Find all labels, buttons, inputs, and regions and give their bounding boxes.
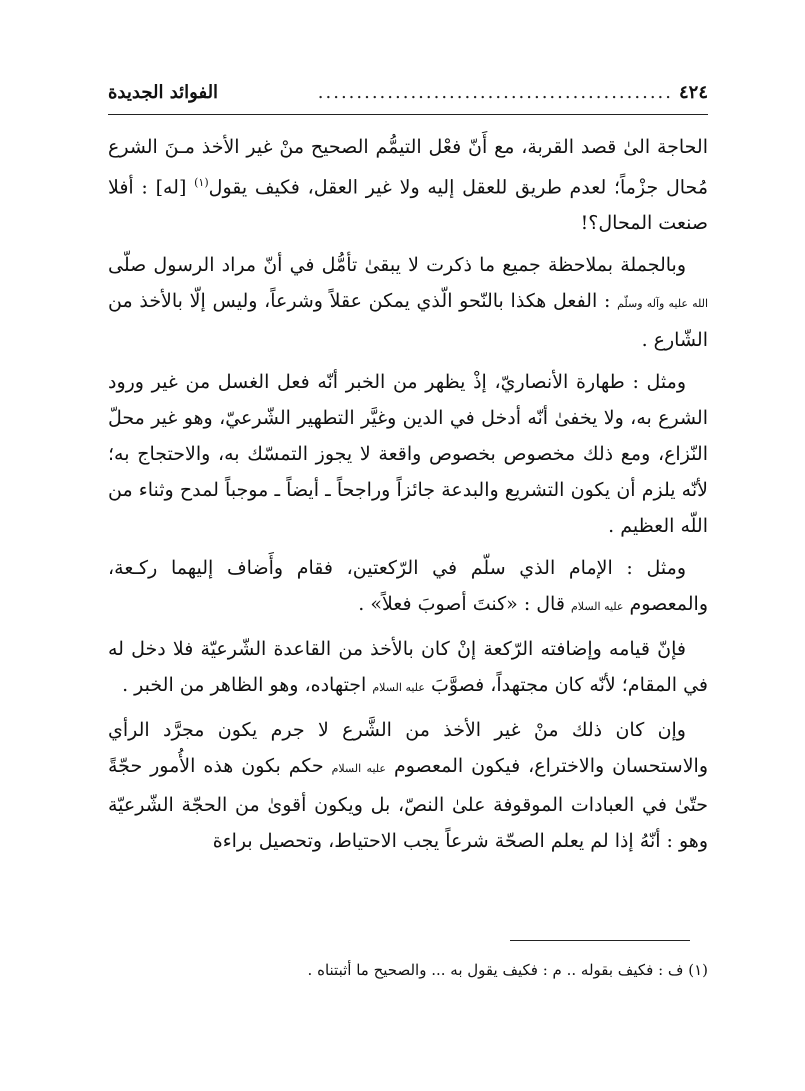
body-text	[108, 129, 708, 859]
paragraph-4	[108, 550, 708, 625]
honorific: عليه السلام	[570, 600, 624, 614]
honorific: عليه السلام	[372, 681, 425, 695]
paragraph-text: وإن كان ذلك منْ غير الأخذ من الشَّرع لا جرم يكون مجرَّد الرأي والاستحسان والاختراع، فيكون المعصوم	[108, 719, 709, 778]
footnote: (١) ف : فكيف بقوله .. م : فكيف يقول به ... والصحيح ما أثبتناه .	[307, 961, 708, 979]
paragraph-tail: [له] : أفلا صنعت المحال؟!	[108, 176, 708, 235]
paragraph-6	[108, 712, 708, 859]
page-number: ٤٢٤	[678, 82, 708, 103]
honorific: عليه السلام	[331, 762, 386, 776]
footnote-divider	[510, 940, 690, 941]
footnote-marker: (١)	[194, 176, 209, 189]
paragraph-tail: قال : «كنتَ أصوبَ فعلاً» .	[358, 593, 571, 616]
paragraph-2	[108, 247, 708, 358]
paragraph-1	[108, 129, 708, 241]
book-title: الفوائد الجديدة	[108, 82, 219, 103]
paragraph-text: وبالجملة بملاحظة جميع ما ذكرت لا يبقىٰ تأمُّل في أنّ مراد الرسول صلّى	[108, 254, 686, 277]
paragraph-tail: : الفعل هكذا بالنّحو الّذي يمكن عقلاً وشرعاً، وليس إلّا بالأخذ من الشّارع .	[108, 290, 708, 352]
paragraph-tail: اجتهاده، وهو الظاهر من الخبر .	[122, 674, 373, 697]
dot-leader: ..............................................	[317, 82, 673, 103]
page	[108, 82, 708, 865]
running-header	[108, 82, 708, 115]
paragraph-text: الحاجة الىٰ قصد القربة، مع أَنّ فعْل التيمُّم الصحيح منْ غير الأخذ مـنَ الشرع مُحال جزْماً؛ لعدم طريق للعقل إليه ولا غير العقل، فكيف يقول	[108, 136, 708, 199]
honorific: الله عليه وآله وسلّم	[617, 297, 709, 311]
paragraph-3	[108, 364, 708, 544]
paragraph-text: فإنّ قيامه وإضافته الرّكعة إنْ كان بالأخذ من القاعدة الشّرعيّة فلا دخل له في المقام؛ لأنّه كان مجتهداً، فصوَّبَ	[108, 638, 708, 697]
paragraph-text: ومثل : الإمام الذي سلّم في الرّكعتين، فقام وأَضاف إليهما ركـعة، والمعصوم	[108, 557, 708, 616]
paragraph-text: ومثل : طهارة الأنصاريّ، إذْ يظهر من الخبر أنّه فعل الغسل من غير ورود الشرع به، ولا يخفىٰ أنّه أدخل في الدين وغيَّر التطهير الشّرعيّ، وهو غير محلّ النّزاع، ومع ذلك مخصوص بخصوص واقعة لا يجوز التمسّك به، والاحتجاج به؛ لأنّه يلزم أن يكون التشريع والبدعة جائزاً وراجحاً ـ أيضاً ـ موجباً لمدح وثناء من اللّه العظيم .	[108, 371, 708, 538]
paragraph-tail: حكم بكون هذه الأُمور حجّةً حتّىٰ في العبادات الموقوفة علىٰ النصّ، بل ويكون أقوىٰ من الحجّة الشّرعيّة وهو : أنّهُ إذا لم يعلم الصحّة شرعاً يجب الاحتياط، وتحصيل براءة	[108, 755, 708, 853]
paragraph-5	[108, 631, 708, 706]
